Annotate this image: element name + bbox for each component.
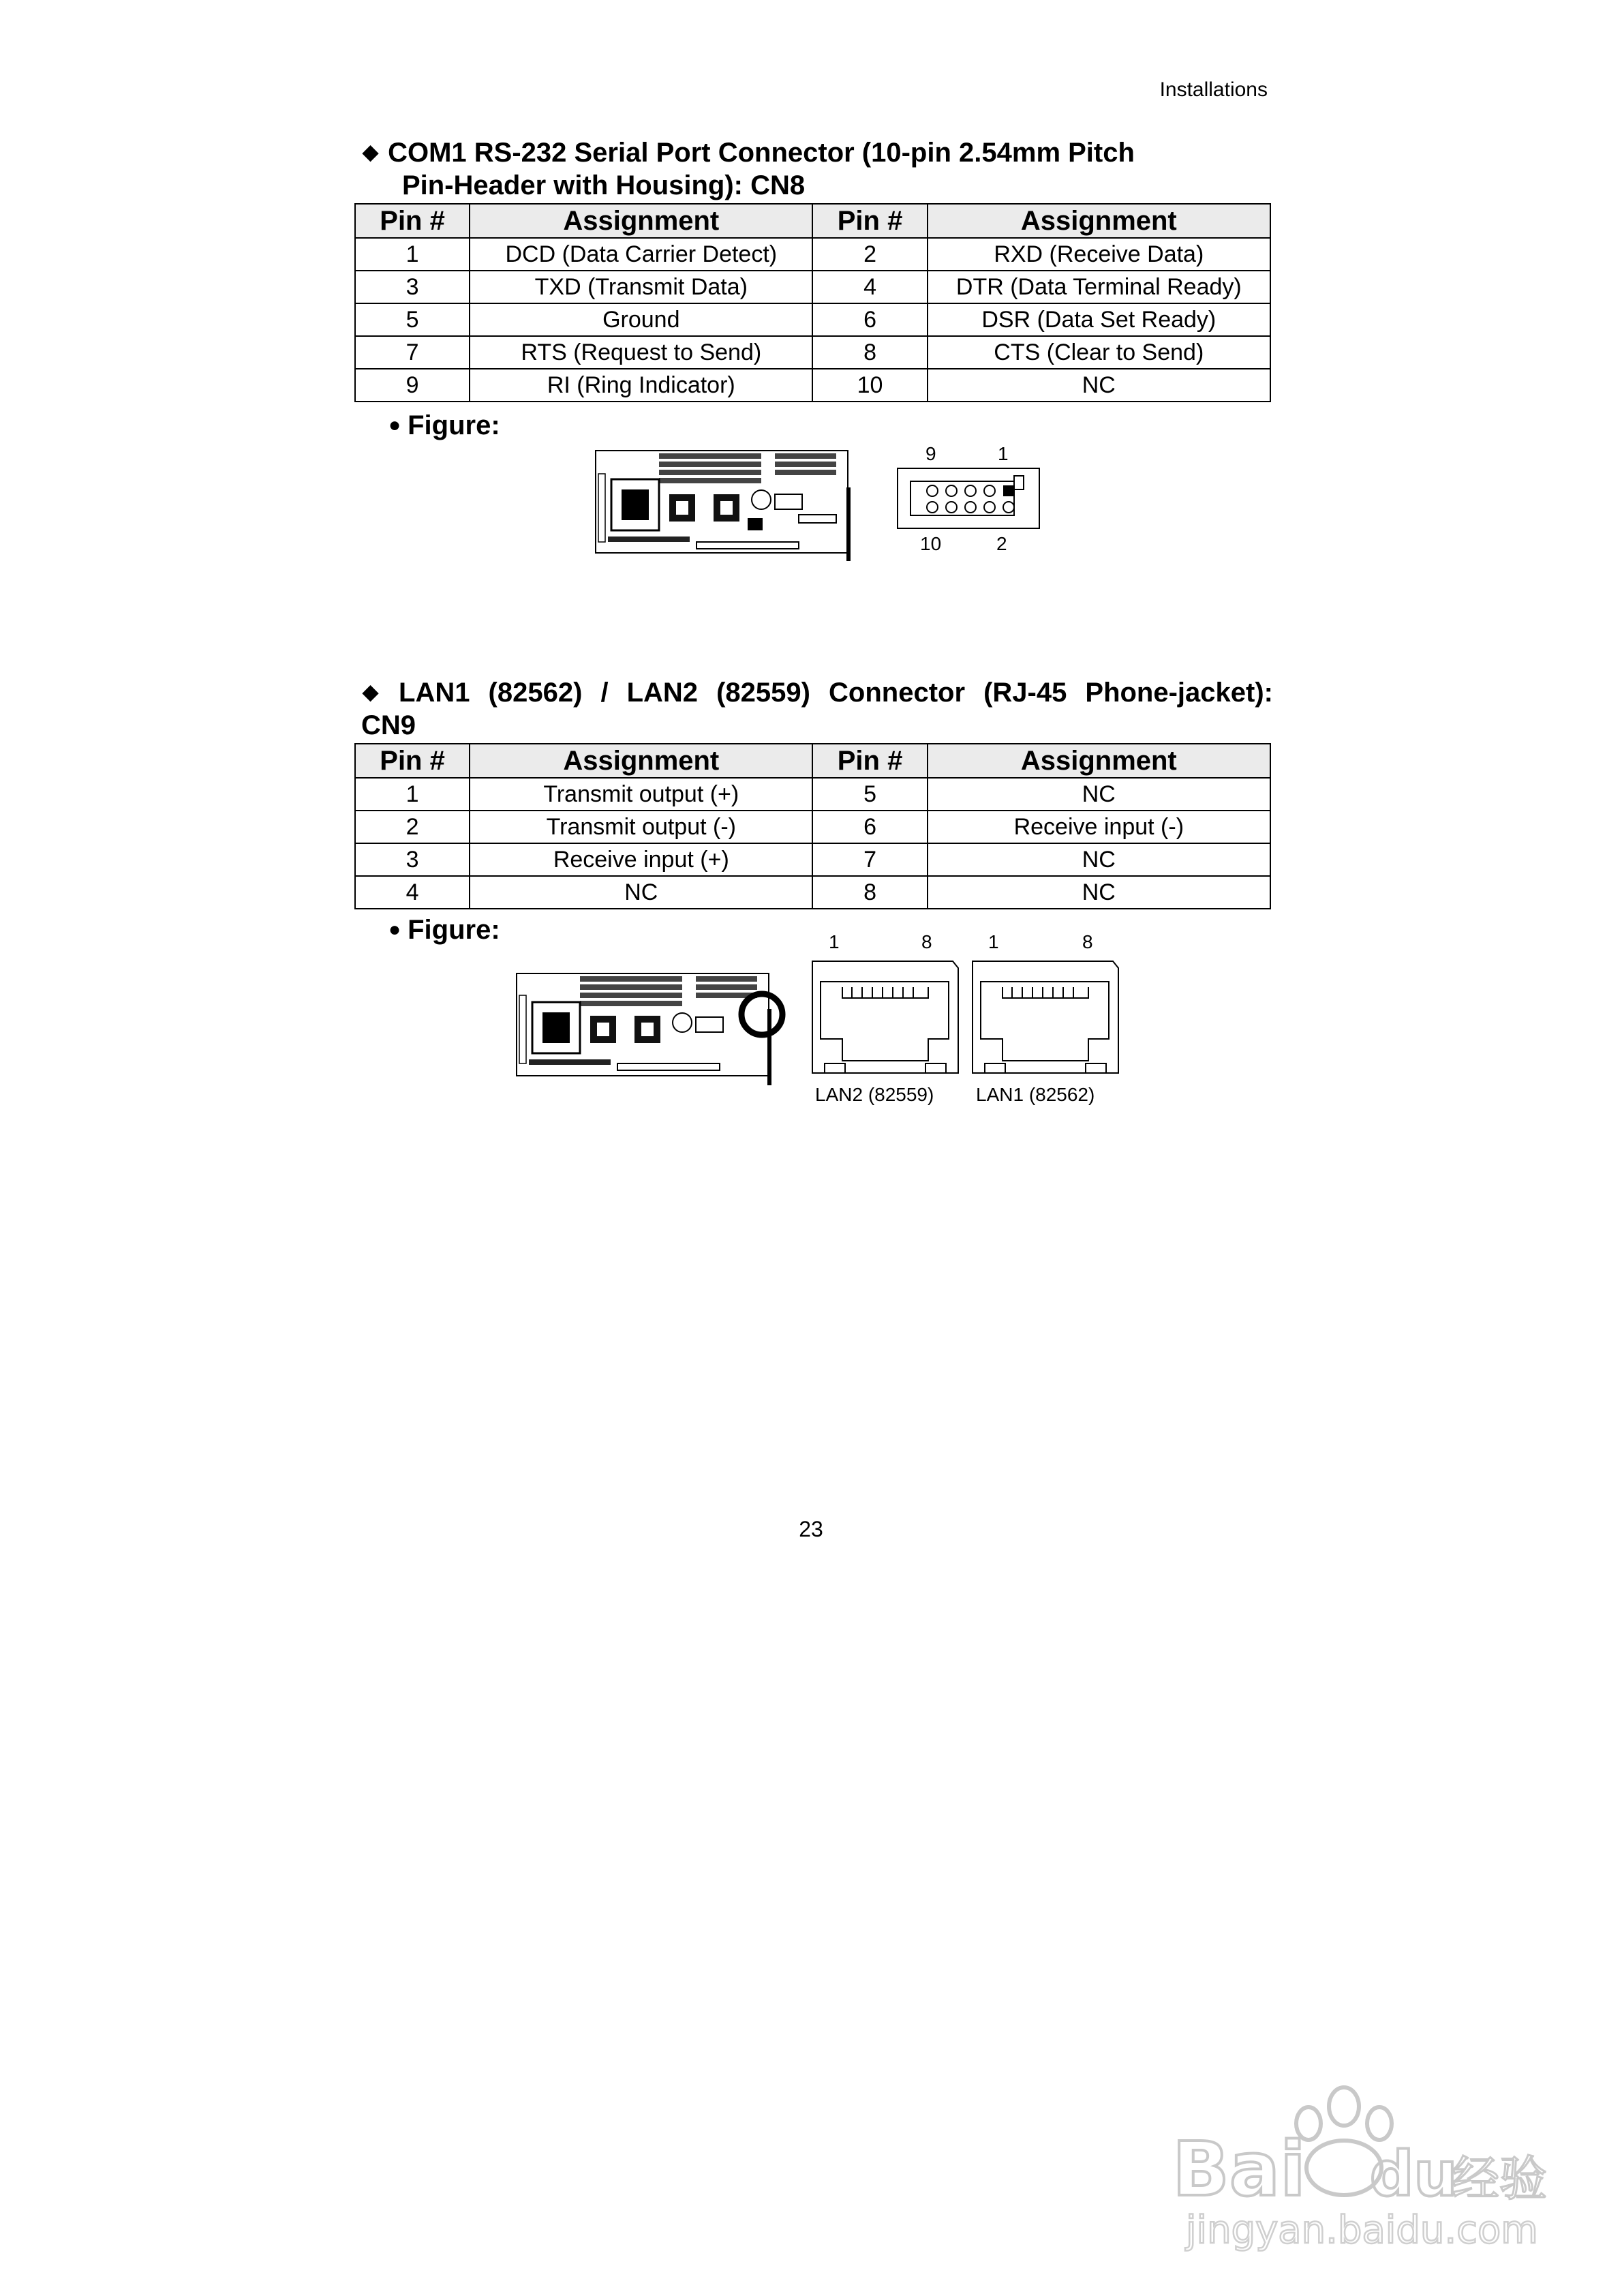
pin-number: 1 [355,238,470,271]
connector-highlight-circle [741,994,782,1035]
pin-number: 8 [812,876,927,909]
svg-text:Bai: Bai [1172,2126,1306,2213]
column-header: Pin # [355,204,470,238]
pin-assignment: NC [928,876,1270,909]
dot-bullet-icon: ● [388,414,401,436]
pin-number: 7 [812,843,927,876]
pin-number: 6 [812,303,927,336]
svg-text:jingyan.baidu.com: jingyan.baidu.com [1186,2208,1538,2252]
pin-number: 1 [355,778,470,811]
pin-number: 2 [812,238,927,271]
column-header: Assignment [928,744,1270,778]
table-row [355,369,1270,402]
motherboard-diagram-com1 [594,447,853,562]
pin-assignment: NC [928,843,1270,876]
pin-assignment: RI (Ring Indicator) [470,369,812,402]
pin-assignment: NC [928,778,1270,811]
pin-assignment: CTS (Clear to Send) [928,336,1270,369]
jack-pin-last: 8 [1082,931,1093,952]
motherboard-diagram-lan [515,968,795,1087]
pin-assignment: DCD (Data Carrier Detect) [470,238,812,271]
jack-caption-lan2: LAN2 (82559) [815,1084,934,1105]
pin-label-10: 10 [920,533,942,554]
pin-assignment: TXD (Transmit Data) [470,271,812,303]
pin-assignment: Transmit output (+) [470,778,812,811]
diamond-bullet-icon: ◆ [363,681,390,704]
pin-number: 4 [355,876,470,909]
pin-label-9: 9 [925,443,936,464]
pin-label-1: 1 [998,443,1009,464]
pin-label-2: 2 [996,533,1007,554]
jack-pin-first: 1 [988,931,999,952]
pin-number: 3 [355,271,470,303]
dot-bullet-icon: ● [388,918,401,941]
jack-caption-lan1: LAN1 (82562) [976,1084,1095,1105]
lan-figure-label: ● Figure: [388,915,500,945]
lan-pin-table [354,743,1271,909]
pin-assignment: RTS (Request to Send) [470,336,812,369]
com1-figure-label: ● Figure: [388,410,500,440]
pin-header-diagram [897,468,1040,529]
pin-assignment: DSR (Data Set Ready) [928,303,1270,336]
pin-assignment: NC [928,369,1270,402]
table-row [355,238,1270,271]
table-row [355,876,1270,909]
column-header: Pin # [812,204,927,238]
pin-assignment: Transmit output (-) [470,811,812,843]
column-header: Pin # [355,744,470,778]
column-header: Assignment [928,204,1270,238]
pin-number: 6 [812,811,927,843]
lan-section-title: ◆ LAN1 (82562) / LAN2 (82559) Connector (RJ-45 Phone-jacket): [363,678,1273,708]
table-row [355,811,1270,843]
com1-section-title: ◆ COM1 RS-232 Serial Port Connector (10-pin 2.54mm Pitch [363,138,1135,168]
table-row [355,303,1270,336]
pin-assignment: NC [470,876,812,909]
table-row [355,336,1270,369]
pin-number: 5 [355,303,470,336]
running-header: Installations [1159,78,1268,101]
column-header: Assignment [470,204,812,238]
pin-number: 5 [812,778,927,811]
rj45-jack-lan2 [811,960,961,1074]
pin-number: 8 [812,336,927,369]
pin-assignment: RXD (Receive Data) [928,238,1270,271]
table-header-row [355,204,1270,238]
svg-text:经验: 经验 [1452,2151,1547,2207]
jack-pin-first: 1 [829,931,840,952]
pin-number: 4 [812,271,927,303]
column-header: Assignment [470,744,812,778]
table-row [355,778,1270,811]
svg-text:du: du [1370,2139,1458,2210]
pin-assignment: Ground [470,303,812,336]
pin-number: 10 [812,369,927,402]
diamond-bullet-icon: ◆ [363,141,379,164]
pin-number: 9 [355,369,470,402]
lan-section-title-cont: CN9 [361,710,416,740]
com1-pin-table [354,203,1271,402]
page-number: 23 [799,1517,823,1541]
rj45-jack-lan1 [971,960,1121,1074]
column-header: Pin # [812,744,927,778]
com1-section-title-cont: Pin-Header with Housing): CN8 [402,170,806,200]
table-row [355,843,1270,876]
pin-assignment: Receive input (-) [928,811,1270,843]
table-header-row [355,744,1270,778]
pin-assignment: Receive input (+) [470,843,812,876]
pin-number: 7 [355,336,470,369]
jack-pin-last: 8 [921,931,932,952]
pin-assignment: DTR (Data Terminal Ready) [928,271,1270,303]
pin-number: 2 [355,811,470,843]
table-row [355,271,1270,303]
pin-number: 3 [355,843,470,876]
baidu-watermark-logo [1165,2059,1561,2263]
